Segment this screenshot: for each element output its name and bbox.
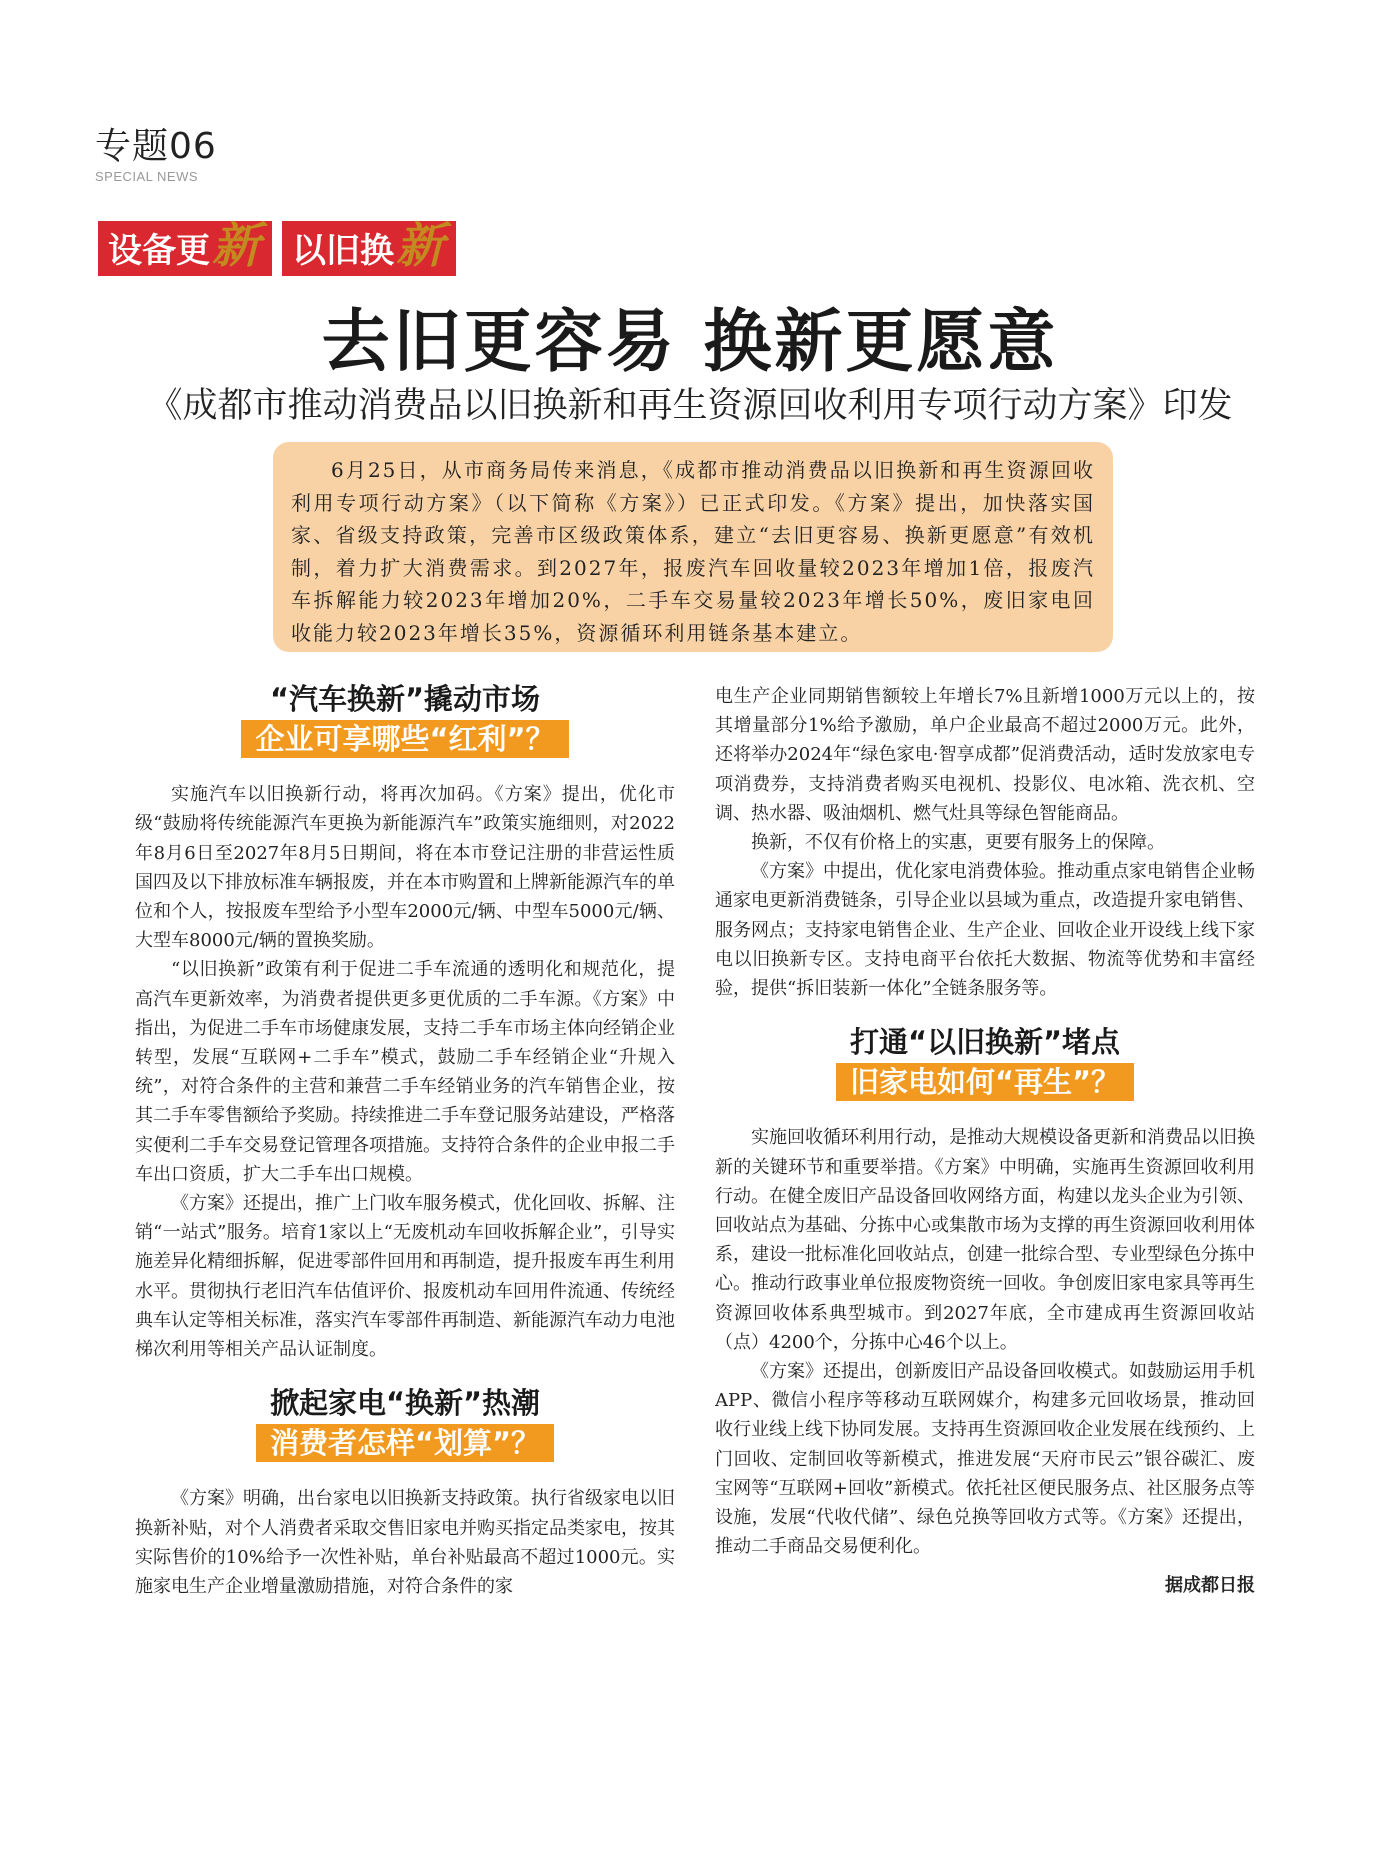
left-column <box>135 680 675 1601</box>
section-label: 专题06 <box>95 126 217 167</box>
car-heading <box>135 680 675 758</box>
right-column <box>715 682 1255 1601</box>
recycle-heading-line1: 打通“以旧换新”堵点 <box>849 1025 1121 1060</box>
banner-part-1: 设备更新 <box>98 221 272 276</box>
banner-part-2: 以旧换新 <box>282 221 456 276</box>
car-heading-line2: 企业可享哪些“红利”？ <box>241 720 568 758</box>
recycle-heading <box>715 1023 1255 1101</box>
recycle-paragraph-2: 《方案》还提出，创新废旧产品设备回收模式。如鼓励运用手机APP、微信小程序等移动互联网媒介，构建多元回收场景，推动回收行业线上线下协同发展。支持再生资源回收企业发展在线预约、上门回收、定制回收等新模式，推进发展“天府市民云”银谷碳汇、废宝网等“互联网+回收”新模式。依托社区便民服务点、社区服务点等设施，发展“代收代储”、绿色兑换等回收方式等。《方案》还提出，推动二手商品交易便利化。 <box>715 1361 1255 1558</box>
section-label-en: SPECIAL NEWS <box>95 169 199 184</box>
car-heading-line1: “汽车换新”撬动市场 <box>269 682 541 716</box>
car-paragraph-1: 实施汽车以旧换新行动，将再次加码。《方案》提出，优化市级“鼓励将传统能源汽车更换为新能源汽车”政策实施细则，对2022年8月6日至2027年8月5日期间，将在本市登记注册的非营运性质国四及以下排放标准车辆报废，并在本市购置和上牌新能源汽车的单位和个人，按报废车型给予小型车2000元/辆、中型车5000元/辆、大型车8000元/辆的置换奖励。 <box>135 784 675 952</box>
appliance-paragraph-1: 《方案》明确，出台家电以旧换新支持政策。执行省级家电以旧换新补贴，对个人消费者采取交售旧家电并购买指定品类家电，按其实际售价的10%给予一次性补贴，单台补贴最高不超过1000元。实施家电生产企业增量激励措施，对符合条件的家 <box>135 1488 675 1598</box>
car-paragraph-2: “以旧换新”政策有利于促进二手车流通的透明化和规范化，提高汽车更新效率，为消费者提供更多更优质的二手车源。《方案》中指出，为促进二手车市场健康发展，支持二手车市场主体向经销企业转型，发展“互联网+二手车”模式，鼓励二手车经销企业“升规入统”，对符合条件的主营和兼营二手车经销业务的汽车销售企业，按其二手车零售额给予奖励。持续推进二手车登记服务站建设，严格落实便利二手车交易登记管理各项措施。支持符合条件的企业申报二手车出口资质，扩大二手车出口规模。 <box>135 959 675 1185</box>
page-subtitle: 《成都市推动消费品以旧换新和再生资源回收利用专项行动方案》印发 <box>147 386 1233 426</box>
appliance-paragraph-2: 换新，不仅有价格上的实惠，更要有服务上的保障。 <box>751 832 1165 854</box>
source-credit: 据成都日报 <box>1165 1575 1255 1597</box>
appliance-heading-line1: 掀起家电“换新”热潮 <box>269 1386 541 1421</box>
recycle-paragraph-1: 实施回收循环利用行动，是推动大规模设备更新和消费品以旧换新的关键环节和重要举措。《方案》中明确，实施再生资源回收利用行动。在健全废旧产品设备回收网络方面，构建以龙头企业为引领、回收站点为基础、分拣中心或集散市场为支撑的再生资源回收利用体系，建设一批标准化回收站点，创建一批综合型、专业型绿色分拣中心。推动行政事业单位报废物资统一回收。争创废旧家电家具等再生资源回收体系典型城市。到2027年底，全市建成再生资源回收站（点）4200个，分拣中心46个以上。 <box>715 1127 1255 1353</box>
appliance-paragraph-3: 《方案》中提出，优化家电消费体验。推动重点家电销售企业畅通家电更新消费链条，引导企业以县域为重点，改造提升家电销售、服务网点；支持家电销售企业、生产企业、回收企业开设线上线下家电以旧换新专区。支持电商平台依托大数据、物流等优势和丰富经验，提供“拆旧装新一体化”全链条服务等。 <box>715 861 1255 1000</box>
topic-banner <box>98 217 456 274</box>
page-title: 去旧更容易 换新更愿意 <box>321 303 1059 382</box>
appliance-paragraph-1-cont: 电生产企业同期销售额较上年增长7%且新增1000万元以上的，按其增量部分1%给予激励，单户企业最高不超过2000万元。此外，还将举办2024年“绿色家电·智享成都”促消费活动，适时发放家电专项消费券，支持消费者购买电视机、投影仪、电冰箱、洗衣机、空调、热水器、吸油烟机、燃气灶具等绿色智能商品。 <box>715 686 1255 824</box>
appliance-heading <box>135 1384 675 1462</box>
intro-box <box>273 442 1113 652</box>
recycle-heading-line2: 旧家电如何“再生”？ <box>836 1063 1134 1101</box>
section-header <box>95 118 217 184</box>
appliance-heading-line2: 消费者怎样“划算”？ <box>256 1424 554 1462</box>
car-paragraph-3: 《方案》还提出，推广上门收车服务模式，优化回收、拆解、注销“一站式”服务。培育1家以上“无废机动车回收拆解企业”，引导实施差异化精细拆解，促进零部件回用和再制造，提升报废车再生利用水平。贯彻执行老旧汽车估值评价、报废机动车回用件流通、传统经典车认定等相关标准，落实汽车零部件再制造、新能源汽车动力电池梯次利用等相关产品认证制度。 <box>135 1193 675 1361</box>
intro-text: 6月25日，从市商务局传来消息，《成都市推动消费品以旧换新和再生资源回收利用专项行动方案》（以下简称《方案》）已正式印发。《方案》提出，加快落实国家、省级支持政策，完善市区级政策体系，建立“去旧更容易、换新更愿意”有效机制，着力扩大消费需求。到2027年，报废汽车回收量较2023年增加1倍，报废汽车拆解能力较2023年增加20%，二手车交易量较2023年增长50%，废旧家电回收能力较2023年增长35%，资源循环利用链条基本建立。 <box>291 458 1095 645</box>
